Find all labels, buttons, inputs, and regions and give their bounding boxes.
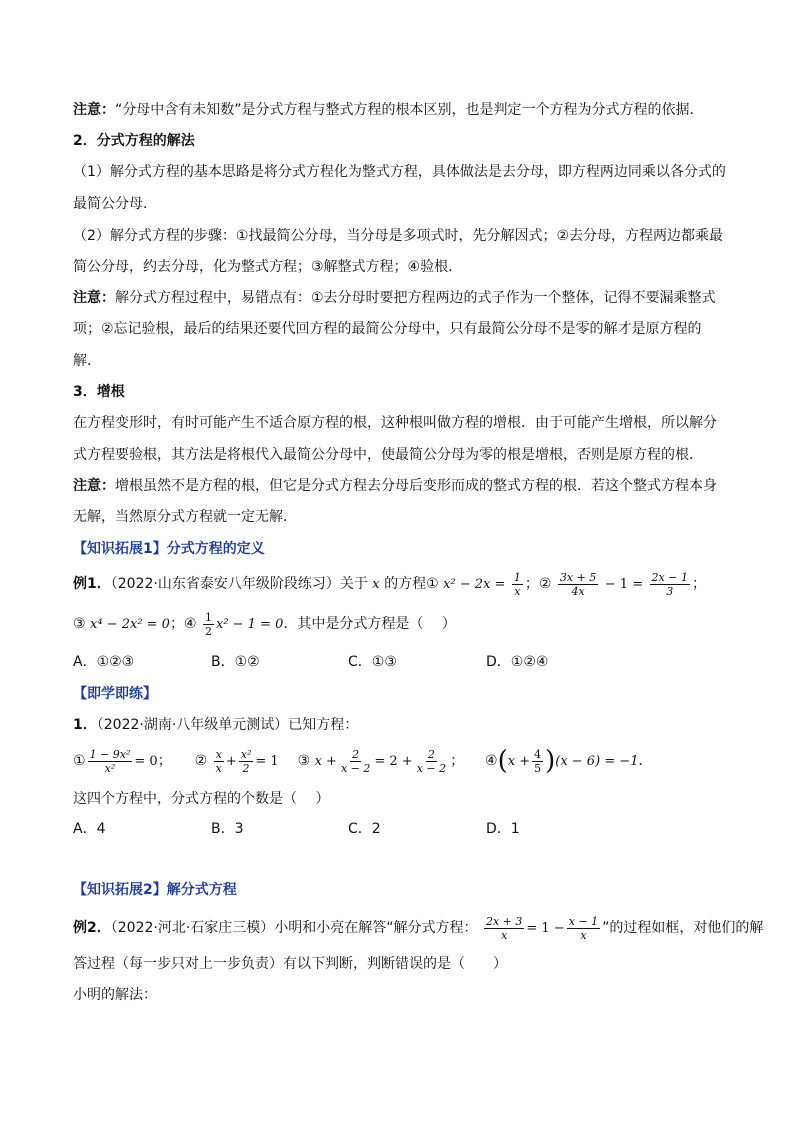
eq1-mark: ①	[426, 576, 439, 592]
example1-option-b: B．①②	[211, 654, 260, 670]
practice-equations	[73, 744, 652, 779]
sec2-para1-line2: 最简公分母．	[73, 196, 157, 212]
eq4-fraction: $\frac{1}{2}$	[204, 610, 212, 638]
p-eq1-sep: ；	[157, 753, 172, 769]
ext1-title: 【知识拓展1】分式方程的定义	[73, 541, 265, 557]
example1-option-a: A．①②③	[73, 654, 135, 670]
example2-fraction-right: $\frac{x - 1}{x}$	[568, 914, 599, 942]
example2-text1: （2022·河北·石家庄三模）小明和小亮在解答“解分式方程：	[110, 920, 478, 936]
eq1-fraction: $\frac{1}{x}$	[513, 570, 521, 598]
example1-text: 的方程	[384, 576, 427, 592]
p-eq2-fraction-2: $\frac{\text{x²}}{2}$	[240, 747, 252, 775]
eq2-fraction-right: $\frac{2x - 1}{3}$	[651, 570, 688, 598]
ext2-title: 【知识拓展2】解分式方程	[73, 882, 237, 898]
example2-label: 例2．	[73, 920, 111, 936]
section-2-title: 2．分式方程的解法	[73, 133, 195, 149]
practice-option-a: A．4	[73, 821, 106, 837]
sec2-note-label: 注意：	[73, 290, 115, 306]
left-paren: (	[497, 746, 508, 776]
example2-line2: 答过程（每一步只对上一步负责）有以下判断，判断错误的是（ ）	[73, 956, 507, 972]
eq2-fraction-left: $\frac{3x + 5}{4x}$	[559, 570, 597, 598]
note-text: “分母中含有未知数”是分式方程与整式方程的根本区别，也是判定一个方程为分式方程的依据．	[115, 102, 704, 118]
p-eq3-fraction-2: $\frac{2}{x - 2}$	[416, 747, 447, 775]
eq2-sep: ；	[691, 576, 706, 592]
eq3-text: x⁴ − 2x² = 0	[90, 617, 170, 632]
note-line	[73, 101, 704, 119]
example2-line3: 小明的解法：	[73, 987, 157, 1003]
sec2-para2-line2: 简公分母，约去分母，化为整式方程；③解整式方程；④验根．	[73, 259, 463, 275]
sec2-note-line3: 解．	[73, 353, 101, 369]
p-eq3-fraction-1: $\frac{2}{x - 2}$	[340, 747, 371, 775]
example1-line2	[73, 610, 456, 639]
sec3-note-line1	[73, 477, 717, 495]
p-eq2-fraction-1: $\frac{x}{x}$	[215, 747, 222, 775]
eq2-mid: − 1 =	[604, 577, 644, 592]
p-eq2-plus: +	[225, 754, 237, 769]
eq4-mark: ④	[183, 616, 197, 632]
example1-line1	[73, 570, 706, 599]
sec2-note-text: 解分式方程过程中，易错点有：①去分母时要把方程两边的式子作为一个整体，记得不要漏乘整式	[115, 290, 716, 306]
eq3-sep: ；	[169, 616, 184, 632]
eq2-mark: ②	[538, 576, 552, 592]
example2-line1	[73, 912, 763, 945]
sec3-para-line2: 式方程要验根，其方法是将根代入最简公分母中，使最简公分母为零的根是增根，否则是原方程的根．	[73, 447, 703, 463]
sec3-note-text: 增根虽然不是方程的根，但它是分式方程去分母后变形而成的整式方程的根．若这个整式方程本身	[115, 478, 717, 494]
variable-x: x	[372, 577, 380, 592]
section-3-title: 3．增根	[73, 384, 125, 400]
example1-label: 例1．	[73, 576, 111, 592]
p-eq4-b: (x − 6) = −1	[555, 754, 639, 769]
example1-source: （2022·山东省泰安八年级阶段练习）关于	[110, 576, 368, 592]
p-eq3-a: x +	[314, 754, 337, 769]
right-paren: )	[545, 746, 556, 776]
p-eq2-mark: ②	[194, 753, 208, 769]
p-eq4-sep: ．	[638, 753, 653, 769]
p-eq4-mark: ④	[485, 753, 498, 769]
example2-mid: = 1 −	[526, 921, 565, 936]
practice-question-text: 这四个方程中，分式方程的个数是（ ）	[73, 791, 330, 807]
sec3-para-line1: 在方程变形时，有时可能产生不适合原方程的根，这种根叫做方程的增根．由于可能产生增根，所以解分	[73, 415, 717, 431]
eq3-mark: ③	[73, 616, 86, 632]
note-label: 注意：	[73, 102, 115, 118]
eq1-lhs: x² − 2x =	[443, 577, 506, 592]
practice-option-c: C．2	[348, 821, 381, 837]
example1-option-d: D．①②④	[486, 654, 549, 670]
example2-fraction-left: $\frac{2x + 3}{x}$	[485, 914, 523, 942]
sec2-para1-line1: （1）解分式方程的基本思路是将分式方程化为整式方程，具体做法是去分母，即方程两边同乘以各分式的	[73, 164, 726, 180]
sec2-note-line1	[73, 289, 716, 307]
sec3-note-line2: 无解，当然原分式方程就一定无解．	[73, 509, 297, 525]
p-eq4-fraction: $\frac{4}{5}$	[534, 747, 542, 775]
practice-option-b: B．3	[211, 821, 244, 837]
practice-option-d: D．1	[486, 821, 520, 837]
practice-title: 【即学即练】	[73, 686, 157, 702]
sec2-para2-line1: （2）解分式方程的步骤：①找最简公分母，当分母是多项式时，先分解因式；②去分母，方程两边都乘最	[73, 228, 724, 244]
p-eq3-mark: ③	[297, 753, 311, 769]
p-eq1-mark: ①	[73, 753, 86, 769]
example2-text2: ”的过程如框，对他们的解	[602, 920, 764, 936]
practice-q-source: （2022·湖南·八年级单元测试）已知方程：	[96, 717, 359, 733]
p-eq1-fraction: $\frac{\text{1 − 9x²}}{\text{x²}}$	[89, 747, 131, 775]
eq4-rest: x² − 1 = 0	[215, 617, 284, 632]
p-eq3-sep: ；	[450, 753, 465, 769]
p-eq4-a: x +	[507, 754, 531, 769]
p-eq2-rest: = 1	[255, 754, 279, 769]
practice-q-label: 1．	[73, 717, 97, 733]
p-eq3-b: = 2 +	[374, 754, 413, 769]
practice-question-line	[73, 716, 358, 734]
eq4-tail: ．其中是分式方程是（ ）	[283, 616, 456, 632]
eq1-sep: ；	[524, 576, 539, 592]
example1-option-c: C．①③	[348, 654, 397, 670]
sec2-note-line2: 项；②忘记验根，最后的结果还要代回方程的最简公分母中，只有最简公分母不是零的解才是原方程的	[73, 321, 702, 337]
sec3-note-label: 注意：	[73, 478, 115, 494]
p-eq1-rest: = 0	[134, 754, 158, 769]
